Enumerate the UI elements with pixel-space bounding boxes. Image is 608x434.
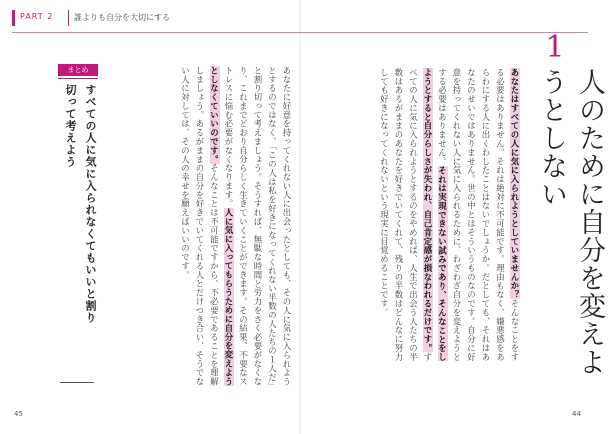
body-sentence: 理由もなく、嫌悪感をあらわにする人に出くわしたことはないでしょうか。だとし xyxy=(481,68,506,362)
chapter-number: 1 xyxy=(545,30,565,65)
body-sentence: 自分に好意を持ってくれない人に気に入られるために、わざわざ自分を変えようと xyxy=(452,68,477,362)
highlighted-sentence: 人に気に入ってもらうために自分を変えようとしなくていいのです。 xyxy=(209,66,234,387)
left-page-body xyxy=(108,66,294,388)
summary-rule xyxy=(58,78,98,79)
summary-text: すべての人に気に入られなくてもいいと割り切って考えよう xyxy=(64,84,97,324)
header-divider xyxy=(68,10,69,26)
page-number-right: 44 xyxy=(572,410,581,418)
highlighted-sentence: それは実現できない試みであり、そんなことをしようとすると自分らしさが失われ、自己肯定感が損なわれるだけです。 xyxy=(423,68,448,362)
body-sentence: する必要はありません。 xyxy=(437,68,448,166)
chapter-title: 人のために自分を変えようとしない xyxy=(536,68,605,376)
header-rule xyxy=(12,32,588,33)
body-sentence: ても、それはあなたのせいではありません。世の中とはそういうものなのです。 xyxy=(466,68,491,362)
summary-bottom-rule xyxy=(60,382,94,383)
highlighted-sentence: あなたはすべての人に気に入られようとしていませんか？ xyxy=(510,68,520,300)
body-sentence: そんなことをする必要はありません。それは絶対に不可能です。 xyxy=(495,68,520,362)
body-sentence: そうすれば、無駄な時間と労力をさく必要がなくなり、これまでどおり自分らしく生きていくことができます。その結果、不要なストレスに悩む必要がなくなります。 xyxy=(224,66,263,387)
part-title: 誰よりも自分を大切にする xyxy=(74,13,170,22)
right-page-body xyxy=(298,68,522,368)
body-sentence: あるがままの自分を好きでいてくれる人とだけつき合い、そうでない人に対しては、その人の幸せを願えばいいのです。 xyxy=(180,66,205,387)
page-number-left: 45 xyxy=(14,410,23,418)
body-sentence: あなたに好意を持ってくれない人に出会ったとしても、その人に気に入られようとするのではなく、「この人は私を好きになってくれない半数の人たちの１人だ」と割り切って考えましょう。 xyxy=(253,66,292,387)
summary-label: まとめ xyxy=(58,64,98,76)
body-sentence: すべての人に気に入られようとするのをやめれば、人生で出会う人たちの半数はあるがままのあなたを好きでいてくれて、残りの半数はどんなに努力しても好きになってくれないという現実に目覚めることです。 xyxy=(379,68,433,362)
header-accent-bar xyxy=(12,10,15,26)
part-label: PART 2 xyxy=(20,12,54,21)
body-sentence: そんなことは不可能ですから、不必要であることを理解しましょう。 xyxy=(195,66,220,387)
